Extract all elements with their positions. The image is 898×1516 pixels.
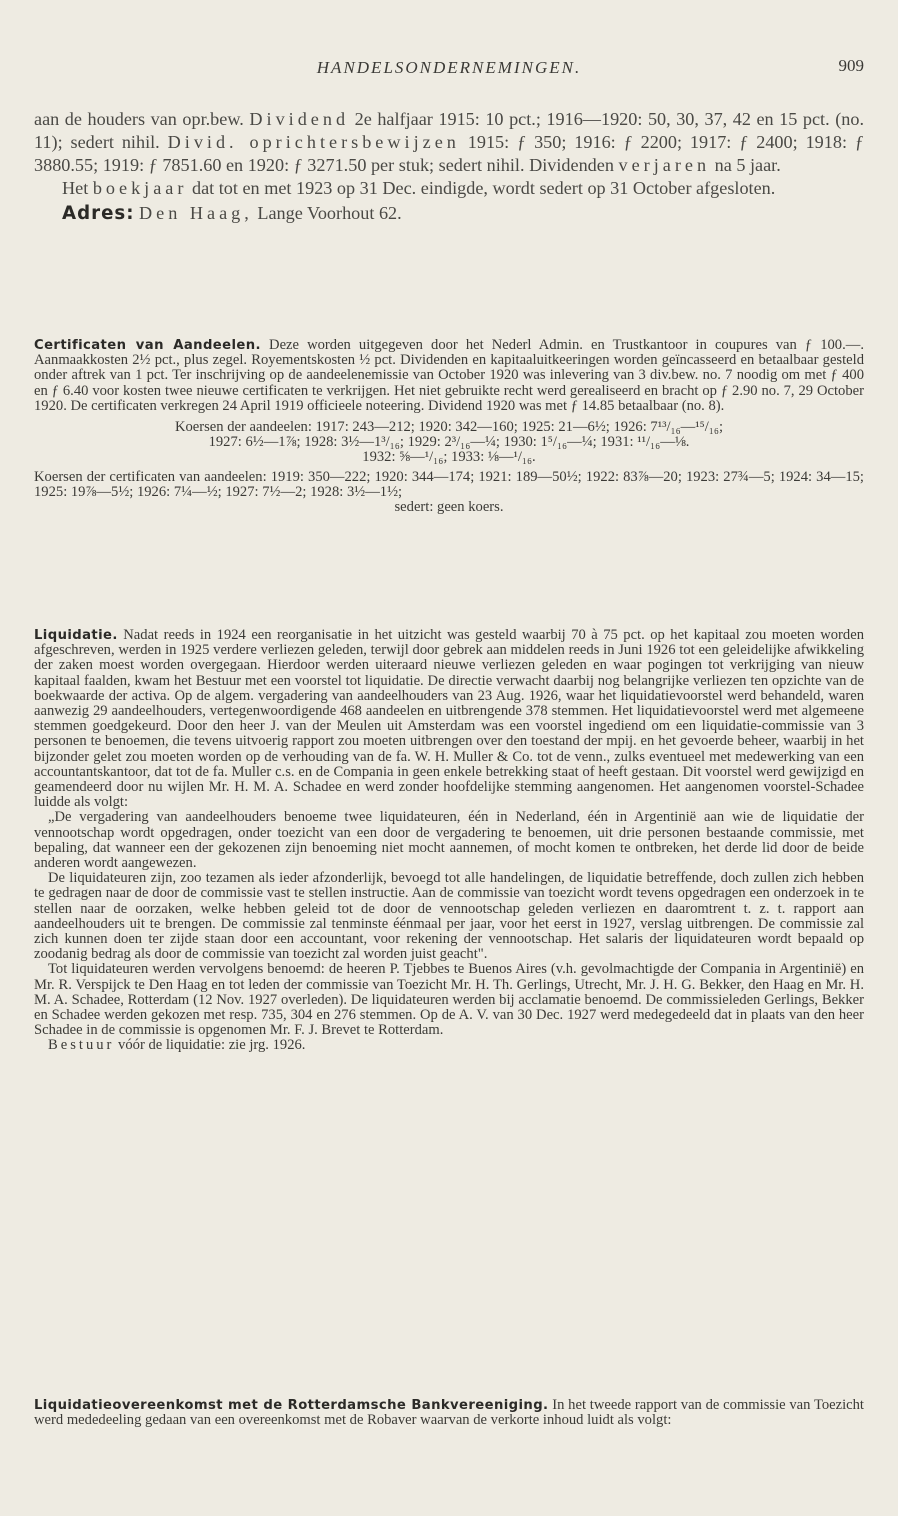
text-run: 1915: ƒ 350; 1916: ƒ 2200; 1917: ƒ 2400; 1918: ƒ 3880.55; 1919: ƒ 7851.60 en 1920: ƒ 3271.50 per stuk; sedert nihil. Dividenden [34, 132, 864, 175]
intro-section [34, 108, 864, 225]
certificaten-section [34, 338, 864, 515]
text-run: aan de houders van opr.bew. [34, 109, 250, 129]
liquidatie-paragraph [34, 628, 864, 810]
text-run: Lange Voorhout 62. [252, 203, 402, 223]
liquidatie-section [34, 628, 864, 1054]
koersen-certificaten: Koersen der certificaten van aandeelen: 1919: 350—222; 1920: 344—174; 1921: 189—50½; 1922: 83⅞—20; 1923: 27¾—5; 1924: 34—15; 1925: 19⅞—5½; 1926: 7¼—½; 1927: 7½—2; 1928: 3½—1½; [34, 468, 864, 500]
boekjaar-paragraph [34, 177, 864, 200]
liquidateuren-paragraph: Tot liquidateuren werden vervolgens benoemd: de heeren P. Tjebbes te Buenos Aires (v.h. gevolmachtigde der Compania in Argentinië) en Mr. R. Verspijck te Den Haag en tot leden der commissie van Toezicht Mr. H. Th. Gerlings, Utrecht, Mr. J. H. G. Bekker, den Haag en Mr. H. M. A. Schadee, Rotterdam (12 Nov. 1927 overleden). De liquidateuren werden bij acclamatie benoemd. De commissieleden Gerlings, Bekker en Schadee werden gekozen met resp. 735, 304 en 276 stemmen. Op de A. V. van 30 Dec. 1927 werd medegedeeld dat in plaats van den heer Schadee in de commissie is opgenomen Mr. F. J. Brevet te Rotterdam. [34, 961, 864, 1039]
text-run: Het [62, 178, 93, 198]
section-heading-liquidatie: Liquidatie. [34, 628, 118, 643]
text-run: 2e halfjaar 1915: 10 pct.; 1916—1920: 50, 30, 37, 42 en 15 pct. (no. 11); sedert nihil. [34, 109, 864, 152]
liquidatie-body: Nadat reeds in 1924 een reorganisatie in het uitzicht was gesteld waarbij 70 à 75 pct. op het kapitaal zou moeten worden afgeschreven, werden in 1925 verdere verliezen geleden, terwijl door gebrek aan middelen reeds in Juni 1926 tot een geleidelijke afwikkeling der zaken moest worden overgegaan. Hierdoor werden uiteraard nieuwe verliezen geleden en waar pogingen tot verkrijging van nieuw kapitaal faalden, kwam het Bestuur met een voorstel tot liquidatie. De directie verwacht daarbij nog belangrijke verliezen ten opzichte van de boekwaarde der activa. Op de algem. vergadering van aandeelhouders van 23 Aug. 1926, waar het liquidatievoorstel werd behandeld, waren aanwezig 29 aandeelhouders, vertegenwoordigende 468 aandeelen en uitbrengende 378 stemmen. Het liquidatievoorstel werd met algemeene stemmen goedgekeurd. Door den heer J. van der Meulen uit Amsterdam was een voorstel ingediend om een liquidatie-commissie van 3 personen te benoemen, die tevens uitvoerig rapport zou moeten uitbrengen over den toestand der mpij. en het gevoerde beheer, waarbij in het bijzonder gelet zou moeten worden op de verhouding van de fa. W. H. Muller & Co. tot de venn., zulks eventueel met medewerking van een accountantskantoor, dat tot de fa. Muller c.s. en de Compania in geen enkele betrekking staat of heeft gestaan. Dit voorstel werd gewijzigd en geamendeerd door nu wijlen Mr. H. M. A. Schadee en werd zonder hoofdelijke stemming aangenomen. Het aangenomen voorstel-Schadee luidde als volgt: [34, 627, 864, 811]
voorstel-quote-1: „De vergadering van aandeelhouders benoeme twee liquidateuren, één in Nederland, één in Argentinië aan wie de liquidatie der vennootschap wordt opgedragen, onder toezicht van een door de vergadering te benoemen, uit drie personen bestaande commissie, met bepaling, dat wanneer een der gekozenen zijn benoeming niet mocht aannemen, of mocht komen te ontbreken, het derde lid door de beide anderen wordt aangewezen. [34, 809, 864, 872]
koersen-sedert: sedert: geen koers. [394, 499, 504, 516]
adres-label: Adres: [62, 203, 135, 224]
section-heading-certificaten: Certificaten van Aandeelen. [34, 338, 261, 353]
text-run: vóór de liquidatie: zie jrg. 1926. [114, 1037, 306, 1054]
spaced-term-den-haag: Den Haag, [139, 203, 253, 223]
running-title: HANDELSONDERNEMINGEN. [316, 58, 582, 77]
overeenkomst-section [34, 1398, 864, 1428]
text-run: na 5 jaar. [710, 155, 781, 175]
koersen-aandeelen-line: Koersen der aandeelen: 1917: 243—212; 1920: 342—160; 1925: 21—6½; 1926: 7¹³/₁₆—¹⁵/₁₆; [174, 419, 724, 436]
dividend-paragraph [34, 108, 864, 177]
page-number: 909 [838, 56, 864, 75]
certificaten-paragraph [34, 338, 864, 414]
text-run: dat tot en met 1923 op 31 Dec. eindigde, wordt sedert op 31 October afgesloten. [187, 178, 776, 198]
spaced-term-dividend: Dividend [249, 109, 350, 129]
page-header [34, 52, 864, 82]
adres-paragraph [34, 202, 864, 225]
spaced-term-bestuur: Bestuur [48, 1037, 115, 1054]
overeenkomst-body: In het tweede rapport van de commissie van Toezicht werd mededeeling gedaan van een overeenkomst met de Robaver waarvan de verkorte inhoud luidt als volgt: [34, 1397, 864, 1429]
koersen-aandeelen-line: 1932: ⅝—¹/₁₆; 1933: ⅛—¹/₁₆. [362, 449, 536, 466]
certificaten-body: Deze worden uitgegeven door het Nederl Admin. en Trustkantoor in coupures van ƒ 100.—. Aanmaakkosten 2½ pct., plus zegel. Royementskosten ½ pct. Dividenden en kapitaaluitkeeringen worden geïncasseerd en betaalbaar gesteld onder aftrek van 1 pct. Ter inschrijving op de aandeelenemissie van October 1920 was inlevering van 3 div.bew. no. 7 noodig om met ƒ 400 en ƒ 6.40 voor kosten twee nieuwe certificaten te verkrijgen. Het niet gebruikte recht werd gerealiseerd en bracht op ƒ 2.90 no. 7, 29 October 1920. De certificaten verkregen 24 April 1919 officieele noteering. Dividend 1920 was met ƒ 14.85 betaalbaar (no. 8). [34, 337, 864, 414]
voorstel-quote-2: De liquidateuren zijn, zoo tezamen als ieder afzonderlijk, bevoegd tot alle handelingen, de liquidatie betreffende, doch zullen zich hebben te gedragen naar de door de commissie vast te stellen instructie. Aan de commissie van toezicht wordt tevens opgedragen een onderzoek in te stellen naar de oorzaken, welke hebben geleid tot de door de vennootschap geleden verliezen en daaromtrent t. z. t. rapport aan aandeelhouders uit te brengen. De commissie zal tenminste éénmaal per jaar, voor het eerst in 1927, verslag uitbrengen. De commissie zal zich kunnen doen ter zijde staan door een accountant, voor rekening der vennootschap. Het salaris der liquidateuren wordt bepaald op zoodanig bedrag als door de commissie van toezicht zal worden juist geacht". [34, 870, 864, 963]
spaced-term-verjaren: verjaren [618, 155, 711, 175]
overeenkomst-paragraph [34, 1398, 864, 1428]
spaced-term-oprichtersbewijzen: Divid. oprichtersbewijzen [167, 132, 460, 152]
spaced-term-boekjaar: boekjaar [92, 178, 188, 198]
koersen-aandeelen-line: 1927: 6½—1⅞; 1928: 3½—1³/₁₆; 1929: 2³/₁₆—¼; 1930: 1⁵/₁₆—¼; 1931: ¹¹/₁₆—⅛. [208, 434, 690, 451]
section-heading-overeenkomst: Liquidatieovereenkomst met de Rotterdamsche Bankvereeniging. [34, 1398, 549, 1413]
bestuur-line [34, 1038, 864, 1053]
